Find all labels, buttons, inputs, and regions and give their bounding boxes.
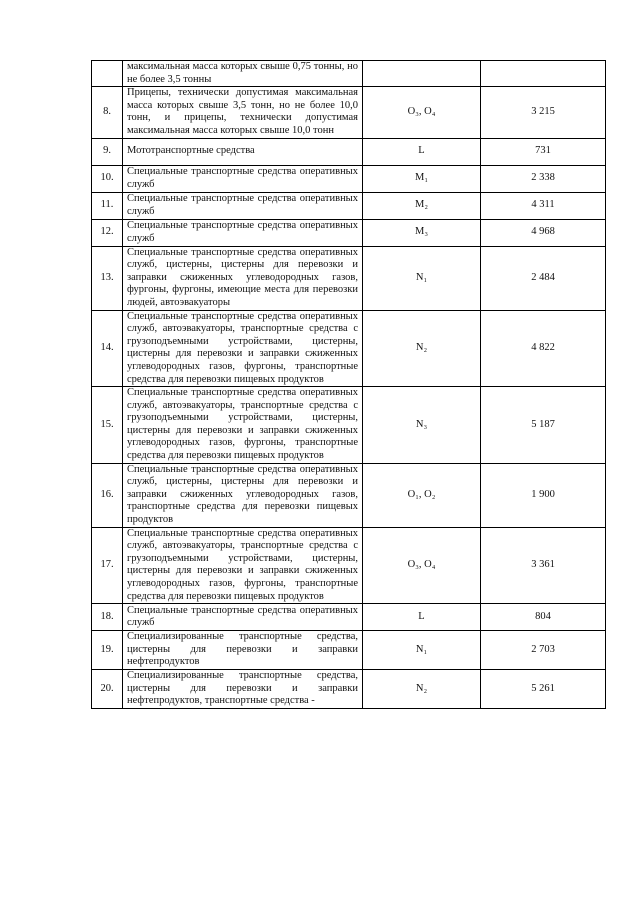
vehicle-category: M₃ (363, 219, 481, 246)
row-number: 10. (92, 165, 123, 192)
table-row (92, 165, 606, 192)
fee-amount: 5 187 (481, 387, 606, 464)
table-row (92, 604, 606, 631)
fee-amount: 2 484 (481, 246, 606, 310)
table-row (92, 87, 606, 138)
vehicle-description: Специальные транспортные средства оперативных служб, автоэвакуаторы, транспортные средства с грузоподъемными устройствами, цистерны, цистерны для перевозки и заправки сжиженных углеводородных газов, фургоны, транспортные средства для перевозки пищевых продуктов (123, 387, 363, 464)
table-row (92, 669, 606, 708)
fee-amount: 5 261 (481, 669, 606, 708)
row-number: 19. (92, 631, 123, 670)
vehicle-description: Специальные транспортные средства оперативных служб (123, 219, 363, 246)
vehicle-category: M₁ (363, 165, 481, 192)
fee-amount: 1 900 (481, 463, 606, 527)
vehicle-category: N₂ (363, 310, 481, 387)
vehicle-category: O₃, O₄ (363, 87, 481, 138)
row-number: 18. (92, 604, 123, 631)
row-number: 14. (92, 310, 123, 387)
vehicle-category: N₂ (363, 669, 481, 708)
fee-amount: 4 968 (481, 219, 606, 246)
vehicle-description: Специальные транспортные средства оперативных служб (123, 165, 363, 192)
vehicle-description: максимальная масса которых свыше 0,75 тонны, но не более 3,5 тонны (123, 61, 363, 87)
fee-amount: 4 311 (481, 192, 606, 219)
table-row (92, 246, 606, 310)
row-number: 8. (92, 87, 123, 138)
row-number: 13. (92, 246, 123, 310)
vehicle-description: Специальные транспортные средства оперативных служб (123, 192, 363, 219)
table-row (92, 631, 606, 670)
fee-amount: 3 361 (481, 527, 606, 604)
vehicle-category: O₃, O₄ (363, 527, 481, 604)
vehicle-category: N₃ (363, 387, 481, 464)
fee-amount: 2 703 (481, 631, 606, 670)
vehicle-category (363, 61, 481, 87)
vehicle-description: Специализированные транспортные средства, цистерны для перевозки и заправки нефтепродуктов, транспортные средства - (123, 669, 363, 708)
fee-amount: 4 822 (481, 310, 606, 387)
tariff-table (91, 60, 606, 709)
vehicle-category: N₁ (363, 631, 481, 670)
vehicle-description: Специальные транспортные средства оперативных служб, автоэвакуаторы, транспортные средства с грузоподъемными устройствами, цистерны, цистерны для перевозки и заправки сжиженных углеводородных газов, фургоны, транспортные средства для перевозки пищевых продуктов (123, 527, 363, 604)
vehicle-description: Мототранспортные средства (123, 138, 363, 165)
fee-amount: 3 215 (481, 87, 606, 138)
vehicle-description: Специальные транспортные средства оперативных служб, автоэвакуаторы, транспортные средства с грузоподъемными устройствами, цистерны, цистерны для перевозки и заправки сжиженных углеводородных газов, фургоны, транспортные средства для перевозки пищевых продуктов (123, 310, 363, 387)
table-row (92, 387, 606, 464)
vehicle-description: Специальные транспортные средства оперативных служб, цистерны, цистерны для перевозки и заправки сжиженных углеводородных газов, транспортные средства для перевозки пищевых продуктов (123, 463, 363, 527)
table-row (92, 61, 606, 87)
fee-amount: 804 (481, 604, 606, 631)
table-row (92, 310, 606, 387)
vehicle-description: Специальные транспортные средства оперативных служб (123, 604, 363, 631)
document-page (91, 60, 605, 709)
vehicle-category: L (363, 604, 481, 631)
row-number: 17. (92, 527, 123, 604)
row-number: 15. (92, 387, 123, 464)
row-number: 12. (92, 219, 123, 246)
vehicle-description: Специализированные транспортные средства, цистерны для перевозки и заправки нефтепродуктов (123, 631, 363, 670)
vehicle-category: M₂ (363, 192, 481, 219)
vehicle-category: N₁ (363, 246, 481, 310)
vehicle-category: L (363, 138, 481, 165)
table-row (92, 192, 606, 219)
row-number: 16. (92, 463, 123, 527)
row-number: 11. (92, 192, 123, 219)
vehicle-description: Прицепы, технически допустимая максимальная масса которых свыше 3,5 тонн, но не более 10,0 тонн, и прицепы, технически допустимая максимальная масса которых свыше 10,0 тонн (123, 87, 363, 138)
row-number: 20. (92, 669, 123, 708)
table-row (92, 463, 606, 527)
table-row (92, 527, 606, 604)
row-number: 9. (92, 138, 123, 165)
vehicle-description: Специальные транспортные средства оперативных служб, цистерны, цистерны для перевозки и заправки сжиженных углеводородных газов, фургоны, фургоны, имеющие места для перевозки людей, автоэвакуаторы (123, 246, 363, 310)
vehicle-category: O₁, O₂ (363, 463, 481, 527)
table-row (92, 219, 606, 246)
row-number (92, 61, 123, 87)
table-row (92, 138, 606, 165)
fee-amount (481, 61, 606, 87)
fee-amount: 2 338 (481, 165, 606, 192)
fee-amount: 731 (481, 138, 606, 165)
